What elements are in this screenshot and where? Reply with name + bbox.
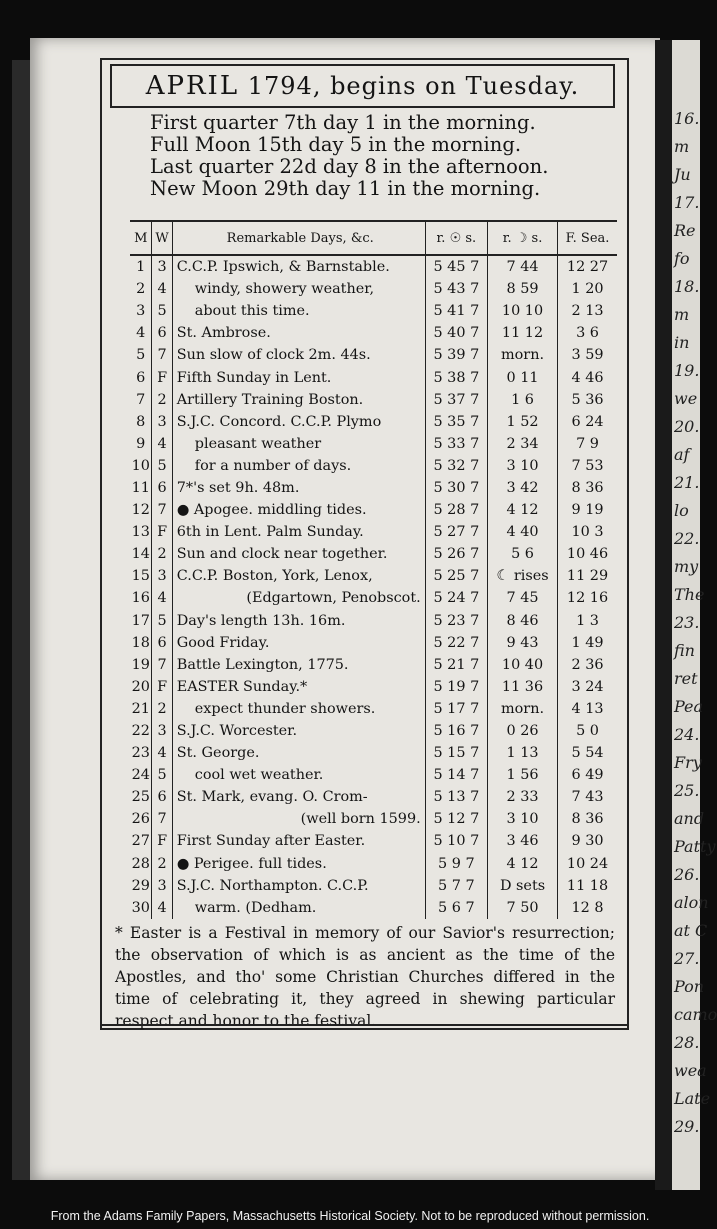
full-sea-cell: 10 3 xyxy=(571,524,604,541)
day-of-week-cell: 3 xyxy=(152,720,172,742)
remark-cell: warm. (Dedham. xyxy=(172,897,425,919)
sun-rise-set-cell: 5 21 7 xyxy=(425,654,487,676)
calendar-row xyxy=(130,278,617,300)
day-of-month-cell: 24 xyxy=(130,764,152,786)
moon-rise-set-cell: morn. xyxy=(488,698,558,720)
handwriting-fragment: at C xyxy=(674,921,708,940)
moon-rise-set-cell: ☾ rises xyxy=(488,565,558,587)
moon-rise-set-cell: D sets xyxy=(488,875,558,897)
calendar-row xyxy=(130,587,617,609)
moon-rise-set-cell: 5 6 xyxy=(488,543,558,565)
remark-cell: Artillery Training Boston. xyxy=(172,389,425,411)
handwriting-fragment: fin xyxy=(674,641,695,660)
sun-rise-set-cell: 5 30 7 xyxy=(425,477,487,499)
calendar-row xyxy=(130,654,617,676)
sun-rise-set-cell: 5 32 7 xyxy=(425,455,487,477)
moon-rise-set-cell: 1 56 xyxy=(488,764,558,786)
remark-cell: Good Friday. xyxy=(172,632,425,654)
remark-cell: S.J.C. Worcester. xyxy=(172,720,425,742)
handwriting-fragment: Ju xyxy=(674,165,691,184)
moon-rise-set-cell: 1 52 xyxy=(488,411,558,433)
col-header-week-day: W xyxy=(152,221,172,255)
remark-cell: C.C.P. Ipswich, & Barnstable. xyxy=(172,255,425,278)
handwriting-fragment: 21. xyxy=(674,473,700,492)
sun-rise-set-cell: 5 38 7 xyxy=(425,366,487,388)
remark-cell: Sun slow of clock 2m. 44s. xyxy=(172,344,425,366)
calendar-row xyxy=(130,565,617,587)
handwriting-fragment: m xyxy=(674,137,690,156)
day-of-week-cell: 4 xyxy=(152,278,172,300)
col-header-sun: r. ☉ s. xyxy=(425,221,487,255)
moon-rise-set-cell: 10 10 xyxy=(488,300,558,322)
full-sea-cell: 1 3 xyxy=(576,612,599,629)
full-sea-cell: 4 46 xyxy=(571,369,604,386)
month-header xyxy=(110,64,615,200)
day-of-week-cell: F xyxy=(152,366,172,388)
calendar-row xyxy=(130,477,617,499)
full-sea-cell: 5 0 xyxy=(576,723,599,740)
day-of-month-cell: 4 xyxy=(130,322,152,344)
day-of-month-cell: 16 xyxy=(130,587,152,609)
sun-rise-set-cell: 5 23 7 xyxy=(425,610,487,632)
easter-footnote: * Easter is a Festival in memory of our Savior's resurrection; the observation of which is as ancient as the time of the Apostles, and tho' some Christian Churches differed in the time of celebrating it, they agreed in shewing particular respect and honor to the festival. xyxy=(115,924,615,1030)
remark-cell: ● Apogee. middling tides. xyxy=(172,499,425,521)
moon-phase-line: New Moon 29th day 11 in the morning. xyxy=(150,177,541,200)
day-of-week-cell: 6 xyxy=(152,477,172,499)
day-of-week-cell: 6 xyxy=(152,322,172,344)
sun-rise-set-cell: 5 39 7 xyxy=(425,344,487,366)
remark-cell: expect thunder showers. xyxy=(172,698,425,720)
day-of-month-cell: 8 xyxy=(130,411,152,433)
full-sea-cell: 11 18 xyxy=(566,877,609,894)
sun-rise-set-cell: 5 33 7 xyxy=(425,433,487,455)
calendar-row xyxy=(130,897,617,919)
handwriting-fragment: 23. xyxy=(674,613,700,632)
day-of-month-cell: 3 xyxy=(130,300,152,322)
sun-rise-set-cell: 5 43 7 xyxy=(425,278,487,300)
moon-rise-set-cell: 4 12 xyxy=(488,499,558,521)
calendar-row xyxy=(130,610,617,632)
handwriting-fragment: 22. xyxy=(674,529,700,548)
remark-cell: Day's length 13h. 16m. xyxy=(172,610,425,632)
full-sea-cell: 12 16 xyxy=(566,590,609,607)
moon-rise-set-cell: 7 45 xyxy=(488,587,558,609)
remark-cell: (well born 1599. xyxy=(172,808,425,830)
remark-cell: St. Mark, evang. O. Crom- xyxy=(172,786,425,808)
full-sea-cell: 10 24 xyxy=(566,855,609,872)
calendar-row xyxy=(130,853,617,875)
moon-rise-set-cell: 2 33 xyxy=(488,786,558,808)
sun-rise-set-cell: 5 35 7 xyxy=(425,411,487,433)
calendar-row xyxy=(130,764,617,786)
facing-page-handwriting xyxy=(672,40,717,1190)
calendar-row xyxy=(130,632,617,654)
calendar-row xyxy=(130,366,617,388)
day-of-month-cell: 5 xyxy=(130,344,152,366)
full-sea-cell: 9 30 xyxy=(571,833,604,850)
col-header-month-day: M xyxy=(130,221,152,255)
calendar-row xyxy=(130,255,617,278)
sun-rise-set-cell: 5 40 7 xyxy=(425,322,487,344)
handwriting-fragment: 20. xyxy=(674,417,700,436)
moon-rise-set-cell: 3 42 xyxy=(488,477,558,499)
full-sea-cell: 12 27 xyxy=(566,259,609,276)
moon-phases xyxy=(110,108,615,200)
day-of-month-cell: 19 xyxy=(130,654,152,676)
day-of-month-cell: 25 xyxy=(130,786,152,808)
day-of-month-cell: 26 xyxy=(130,808,152,830)
day-of-month-cell: 14 xyxy=(130,543,152,565)
calendar-row xyxy=(130,543,617,565)
day-of-week-cell: 5 xyxy=(152,764,172,786)
moon-rise-set-cell: 4 12 xyxy=(488,853,558,875)
day-of-week-cell: 6 xyxy=(152,632,172,654)
day-of-month-cell: 27 xyxy=(130,830,152,852)
day-of-month-cell: 21 xyxy=(130,698,152,720)
month-title-rest: 1794, begins on Tuesday. xyxy=(247,72,580,100)
moon-phase-line: Full Moon 15th day 5 in the morning. xyxy=(150,133,522,156)
sun-rise-set-cell: 5 22 7 xyxy=(425,632,487,654)
sun-rise-set-cell: 5 27 7 xyxy=(425,521,487,543)
full-sea-cell: 3 59 xyxy=(571,347,604,364)
day-of-week-cell: 5 xyxy=(152,610,172,632)
day-of-month-cell: 20 xyxy=(130,676,152,698)
full-sea-cell: 5 36 xyxy=(571,391,604,408)
full-sea-cell: 4 13 xyxy=(571,700,604,717)
book-gutter xyxy=(655,40,673,1190)
remark-cell: S.J.C. Northampton. C.C.P. xyxy=(172,875,425,897)
remark-cell: cool wet weather. xyxy=(172,764,425,786)
remark-cell: S.J.C. Concord. C.C.P. Plymo xyxy=(172,411,425,433)
remark-cell: Battle Lexington, 1775. xyxy=(172,654,425,676)
handwriting-fragment: lo xyxy=(674,501,689,520)
full-sea-cell: 3 6 xyxy=(576,325,599,342)
day-of-week-cell: 3 xyxy=(152,875,172,897)
handwriting-fragment: 24. xyxy=(674,725,700,744)
col-header-remarks: Remarkable Days, &c. xyxy=(172,221,425,255)
remark-cell: for a number of days. xyxy=(172,455,425,477)
day-of-week-cell: 5 xyxy=(152,300,172,322)
handwriting-fragment: The xyxy=(674,585,705,604)
calendar-row xyxy=(130,875,617,897)
remark-cell: pleasant weather xyxy=(172,433,425,455)
remark-cell: 7*'s set 9h. 48m. xyxy=(172,477,425,499)
day-of-month-cell: 30 xyxy=(130,897,152,919)
calendar-row xyxy=(130,389,617,411)
handwriting-fragment: camo xyxy=(674,1005,717,1024)
day-of-month-cell: 1 xyxy=(130,255,152,278)
day-of-month-cell: 17 xyxy=(130,610,152,632)
moon-rise-set-cell: 8 46 xyxy=(488,610,558,632)
full-sea-cell: 10 46 xyxy=(566,546,609,563)
handwriting-fragment: ret xyxy=(674,669,698,688)
day-of-week-cell: 4 xyxy=(152,897,172,919)
day-of-week-cell: 4 xyxy=(152,587,172,609)
day-of-week-cell: 7 xyxy=(152,344,172,366)
sun-rise-set-cell: 5 15 7 xyxy=(425,742,487,764)
day-of-month-cell: 2 xyxy=(130,278,152,300)
calendar-row xyxy=(130,676,617,698)
day-of-month-cell: 9 xyxy=(130,433,152,455)
full-sea-cell: 12 8 xyxy=(571,899,604,916)
remark-cell: about this time. xyxy=(172,300,425,322)
remark-cell: St. George. xyxy=(172,742,425,764)
day-of-week-cell: F xyxy=(152,830,172,852)
day-of-month-cell: 13 xyxy=(130,521,152,543)
day-of-week-cell: F xyxy=(152,521,172,543)
handwriting-fragment: 27. xyxy=(674,949,700,968)
full-sea-cell: 8 36 xyxy=(571,811,604,828)
full-sea-cell: 1 20 xyxy=(571,281,604,298)
day-of-week-cell: 2 xyxy=(152,543,172,565)
archive-caption: From the Adams Family Papers, Massachusetts Historical Society. Not to be reproduced without permission. xyxy=(50,1209,650,1223)
remark-cell: EASTER Sunday.* xyxy=(172,676,425,698)
full-sea-cell: 6 49 xyxy=(571,767,604,784)
calendar-row xyxy=(130,499,617,521)
handwriting-fragment: alon xyxy=(674,893,709,912)
remark-cell: First Sunday after Easter. xyxy=(172,830,425,852)
day-of-week-cell: 3 xyxy=(152,565,172,587)
sun-rise-set-cell: 5 10 7 xyxy=(425,830,487,852)
moon-rise-set-cell: 0 26 xyxy=(488,720,558,742)
handwriting-fragment: fo xyxy=(674,249,690,268)
handwriting-fragment: we xyxy=(674,389,698,408)
handwriting-fragment: Pon xyxy=(674,977,705,996)
handwriting-fragment: 19. xyxy=(674,361,700,380)
sun-rise-set-cell: 5 6 7 xyxy=(425,897,487,919)
handwriting-fragment: 18. xyxy=(674,277,700,296)
day-of-week-cell: 6 xyxy=(152,786,172,808)
moon-rise-set-cell: 11 12 xyxy=(488,322,558,344)
calendar-row xyxy=(130,322,617,344)
calendar-row xyxy=(130,344,617,366)
full-sea-cell: 7 53 xyxy=(571,457,604,474)
moon-rise-set-cell: 8 59 xyxy=(488,278,558,300)
handwriting-fragment: Re xyxy=(674,221,696,240)
moon-rise-set-cell: 7 50 xyxy=(488,897,558,919)
calendar-row xyxy=(130,786,617,808)
calendar-row xyxy=(130,830,617,852)
handwriting-fragment: Fry xyxy=(674,753,702,772)
day-of-week-cell: 7 xyxy=(152,808,172,830)
calendar-row xyxy=(130,742,617,764)
moon-rise-set-cell: 3 46 xyxy=(488,830,558,852)
moon-rise-set-cell: 3 10 xyxy=(488,808,558,830)
full-sea-cell: 7 9 xyxy=(576,435,599,452)
remark-cell: ● Perigee. full tides. xyxy=(172,853,425,875)
day-of-month-cell: 10 xyxy=(130,455,152,477)
calendar-row xyxy=(130,411,617,433)
calendar-row xyxy=(130,720,617,742)
handwriting-fragment: 25. xyxy=(674,781,700,800)
handwriting-fragment: af xyxy=(674,445,690,464)
remark-cell: Sun and clock near together. xyxy=(172,543,425,565)
day-of-week-cell: 5 xyxy=(152,455,172,477)
moon-rise-set-cell: 9 43 xyxy=(488,632,558,654)
remark-cell: St. Ambrose. xyxy=(172,322,425,344)
day-of-week-cell: 7 xyxy=(152,654,172,676)
handwriting-fragment: my xyxy=(674,557,699,576)
day-of-month-cell: 18 xyxy=(130,632,152,654)
moon-phase-line: Last quarter 22d day 8 in the afternoon. xyxy=(150,155,549,178)
handwriting-fragment: 16. xyxy=(674,109,700,128)
col-header-moon: r. ☽ s. xyxy=(488,221,558,255)
handwriting-fragment: m xyxy=(674,305,690,324)
moon-rise-set-cell: 2 34 xyxy=(488,433,558,455)
day-of-month-cell: 15 xyxy=(130,565,152,587)
calendar-table xyxy=(130,220,617,919)
day-of-month-cell: 28 xyxy=(130,853,152,875)
day-of-month-cell: 7 xyxy=(130,389,152,411)
sun-rise-set-cell: 5 16 7 xyxy=(425,720,487,742)
day-of-month-cell: 22 xyxy=(130,720,152,742)
day-of-week-cell: 3 xyxy=(152,255,172,278)
calendar-row xyxy=(130,300,617,322)
full-sea-cell: 2 13 xyxy=(571,303,604,320)
day-of-month-cell: 12 xyxy=(130,499,152,521)
col-header-full-sea: F. Sea. xyxy=(558,221,617,255)
full-sea-cell: 11 29 xyxy=(566,568,609,585)
handwriting-fragment: 17. xyxy=(674,193,700,212)
sun-rise-set-cell: 5 26 7 xyxy=(425,543,487,565)
day-of-month-cell: 23 xyxy=(130,742,152,764)
sun-rise-set-cell: 5 25 7 xyxy=(425,565,487,587)
handwriting-fragment: Late xyxy=(674,1089,711,1108)
remark-cell: (Edgartown, Penobscot. xyxy=(172,587,425,609)
moon-rise-set-cell: 1 6 xyxy=(488,389,558,411)
handwriting-fragment: 26. xyxy=(674,865,700,884)
sun-rise-set-cell: 5 13 7 xyxy=(425,786,487,808)
sun-rise-set-cell: 5 9 7 xyxy=(425,853,487,875)
sun-rise-set-cell: 5 24 7 xyxy=(425,587,487,609)
handwriting-fragment: 28. xyxy=(674,1033,700,1052)
day-of-week-cell: F xyxy=(152,676,172,698)
handwriting-fragment: 29. xyxy=(674,1117,700,1136)
sun-rise-set-cell: 5 7 7 xyxy=(425,875,487,897)
moon-rise-set-cell: 0 11 xyxy=(488,366,558,388)
day-of-week-cell: 3 xyxy=(152,411,172,433)
calendar-row xyxy=(130,433,617,455)
handwriting-fragment: Patty xyxy=(674,837,716,856)
moon-rise-set-cell: 11 36 xyxy=(488,676,558,698)
calendar-row xyxy=(130,698,617,720)
moon-rise-set-cell: 1 13 xyxy=(488,742,558,764)
remark-cell: windy, showery weather, xyxy=(172,278,425,300)
month-title xyxy=(110,64,615,108)
day-of-week-cell: 2 xyxy=(152,389,172,411)
day-of-week-cell: 2 xyxy=(152,698,172,720)
day-of-month-cell: 11 xyxy=(130,477,152,499)
sun-rise-set-cell: 5 12 7 xyxy=(425,808,487,830)
day-of-month-cell: 6 xyxy=(130,366,152,388)
handwriting-fragment: in xyxy=(674,333,690,352)
day-of-week-cell: 4 xyxy=(152,433,172,455)
book-spine-shadow xyxy=(12,60,32,1180)
handwriting-fragment: and xyxy=(674,809,705,828)
moon-phase-line: First quarter 7th day 1 in the morning. xyxy=(150,111,536,134)
full-sea-cell: 6 24 xyxy=(571,413,604,430)
day-of-month-cell: 29 xyxy=(130,875,152,897)
moon-rise-set-cell: 7 44 xyxy=(488,255,558,278)
moon-rise-set-cell: 3 10 xyxy=(488,455,558,477)
remark-cell: C.C.P. Boston, York, Lenox, xyxy=(172,565,425,587)
full-sea-cell: 3 24 xyxy=(571,678,604,695)
full-sea-cell: 8 36 xyxy=(571,479,604,496)
sun-rise-set-cell: 5 45 7 xyxy=(425,255,487,278)
month-name: APRIL xyxy=(145,71,240,101)
day-of-week-cell: 4 xyxy=(152,742,172,764)
moon-rise-set-cell: 10 40 xyxy=(488,654,558,676)
day-of-week-cell: 7 xyxy=(152,499,172,521)
day-of-week-cell: 2 xyxy=(152,853,172,875)
full-sea-cell: 5 54 xyxy=(571,745,604,762)
full-sea-cell: 1 49 xyxy=(571,634,604,651)
calendar-row xyxy=(130,521,617,543)
calendar-row xyxy=(130,808,617,830)
moon-rise-set-cell: 4 40 xyxy=(488,521,558,543)
full-sea-cell: 9 19 xyxy=(571,502,604,519)
sun-rise-set-cell: 5 37 7 xyxy=(425,389,487,411)
calendar-row xyxy=(130,455,617,477)
calendar-header-row xyxy=(130,221,617,255)
full-sea-cell: 7 43 xyxy=(571,789,604,806)
full-sea-cell: 2 36 xyxy=(571,656,604,673)
bottom-rule xyxy=(100,1024,627,1026)
remark-cell: 6th in Lent. Palm Sunday. xyxy=(172,521,425,543)
sun-rise-set-cell: 5 14 7 xyxy=(425,764,487,786)
handwriting-fragment: Pea xyxy=(674,697,704,716)
sun-rise-set-cell: 5 41 7 xyxy=(425,300,487,322)
moon-rise-set-cell: morn. xyxy=(488,344,558,366)
remark-cell: Fifth Sunday in Lent. xyxy=(172,366,425,388)
handwriting-fragment: wea xyxy=(674,1061,707,1080)
sun-rise-set-cell: 5 19 7 xyxy=(425,676,487,698)
sun-rise-set-cell: 5 17 7 xyxy=(425,698,487,720)
sun-rise-set-cell: 5 28 7 xyxy=(425,499,487,521)
